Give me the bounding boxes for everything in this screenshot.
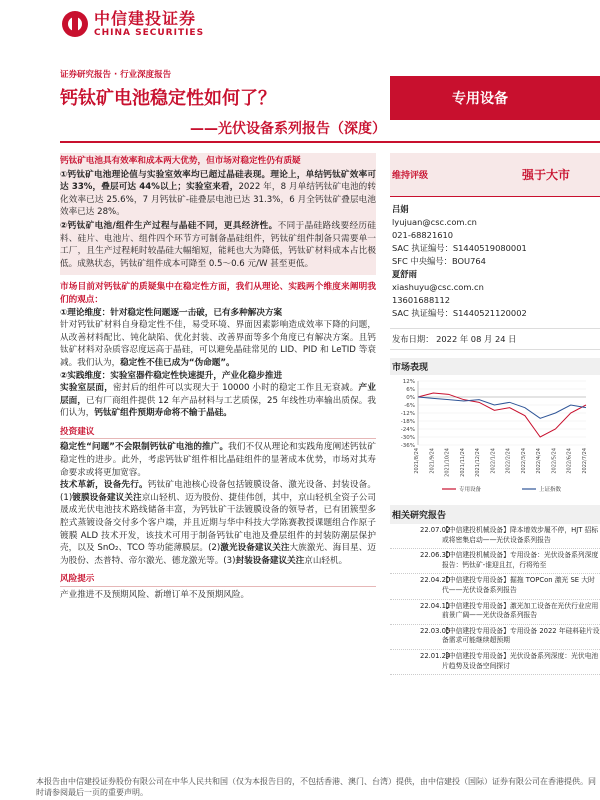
summary-point-1: ①钙钛矿电池理论值与实验室效率均已超过晶硅表现。理论上，单结钙钛矿效率可达 33%，叠层可达 44%以上；实验室来看，2022 年，8 月单结钙钛矿电池的转化效率已达 25.6%，7 月钙钛矿-硅叠层电池已达 31.3%，6 月全钙钛矿叠层电池效率已达 28%。 [60,169,376,218]
brand-en: CHINA SECURITIES [94,28,205,38]
chart-xtick-label: 2022/7/24 [582,448,588,474]
sidebar [390,153,600,675]
page-subtitle: ——光伏设备系列报告（深度） [190,121,386,137]
summary-headline: 钙钛矿电池具有效率和成本两大优势，但市场对稳定性仍有质疑 [60,156,301,166]
analyst-sac: SAC 执证编号：S1440521120002 [392,308,527,318]
page-title: 钙钛矿电池稳定性如何了？ [60,88,276,109]
related-report-item[interactable] [390,600,600,625]
related-report-date: 22.03.05 [420,626,451,635]
theory-body: 针对钙钛矿材料自身稳定性不佳，易受环境、界面因素影响造成效率下降的问题，从改善材料配比、钝化缺陷、优化封装、改善界面等多个角度已有解决方案。且钙钛矿材料对杂质容忍度远高于晶硅，可以避免晶硅常见的 LID、PID 和 LeTID 等衰减。我们认为，稳定性不佳已成为“伪命题”。 [60,320,376,368]
chart-xtick-label: 2022/4/24 [536,448,543,474]
related-report-item[interactable] [390,625,600,650]
market-title: 市场表现 [390,358,600,375]
risk-heading: 风险提示 [60,573,376,587]
related-report-date: 22.04.20 [420,576,451,585]
brand-cn: 中信建投证券 [94,9,197,28]
advice-heading: 投资建议 [60,426,376,440]
header-divider [60,141,600,143]
company-logo [62,10,204,38]
chart-legend-label: 上证指数 [539,487,562,493]
analyst-name: 吕娟 [392,204,409,214]
chart-xtick-label: 2021/12/24 [475,448,482,477]
analyst-info [390,197,600,320]
chart-xtick-label: 2022/6/24 [566,448,573,474]
market-chart-svg [390,375,600,497]
practice-lead: ②实践维度：实验室器件稳定性快速提升，产业化稳步推进 [60,370,283,381]
chart-ytick-label: -6% [404,403,415,409]
related-report-title[interactable]: 【中信建投机械设备】专用设备：光伏设备系列深度报告：钙钛矿-谁迎且扛，行将殆至 [442,551,599,569]
rating-label: 维持评级 [392,171,429,181]
rating-value: 强于大市 [521,168,570,182]
related-report-title[interactable]: 【中信建投专用设备】掘拖 TOPCon 激光 SE 大时代——光伏设备系列报告 [442,576,595,594]
analyst-email[interactable]: lyujuan@csc.com.cn [392,217,477,227]
practice-body: 实验室层面，密封后的组件可以实现大于 10000 小时的稳定工作且无衰减。产业层面，已有厂商组件提供 12 年产品材料与工艺质保，25 年线性功率输出质保。我们认为，钙钛矿组件预期寿命将不输于晶硅。 [60,383,376,419]
chart-ytick-label: -36% [400,443,415,449]
chart-xtick-label: 2022/1/24 [490,448,497,474]
related-report-date: 22.06.30 [420,551,451,560]
summary-point-2: ②钙钛矿电池/组件生产过程与晶硅不同，更具经济性。不同于晶硅路线要经历硅料、硅片、电池片、组件四个环节方可制备晶硅组件，钙钛矿组件制备只需要单一工厂，且生产过程耗时较晶硅大幅缩短，能耗也大为降低，钙钛矿材料成本占比极低。成熟状态，钙钛矿组件成本可降至 0.5～0.6 元/W 甚至更低。 [60,220,376,269]
analyst-name: 夏舒雨 [392,269,417,279]
chart-xtick-label: 2021/8/24 [414,448,420,474]
chart-xtick-label: 2022/5/24 [551,448,558,474]
chart-xtick-label: 2021/10/24 [444,448,451,477]
analyst-phone: 021-68821610 [392,230,454,240]
sector-badge: 专用设备 [390,76,600,120]
equipment-body: 技术革新，设备先行。钙钛矿电池核心设备包括镀膜设备、激光设备、封装设备。(1)镀膜设备建议关注京山轻机、迈为股份、捷佳伟创，其中，京山轻机全资子公司晟成光伏电池技术路线储备丰富，为钙钛矿干法镀膜设备的领导者，已有团簇型多腔式蒸镀设备交付多个客户端，并且近期与华中科技大学陈赛教授课题组合作原子镀膜 ALD 技术开发，该技术可用于制备钙钛矿电池及叠层组件的封装防潮层保护壳，以及 SnO₂、TCO 等功能薄膜层。(2)激光设备建议关注大族激光、海目星、迈为股份、杰普特、帝尔激光、德龙激光等。(3)封装设备建议关注京山轻机。 [60,480,376,566]
chart-ytick-label: 0% [406,395,415,401]
main-content [60,153,376,602]
related-report-item[interactable] [390,549,600,574]
publish-date: 发布日期： 2022 年 08 月 24 日 [390,328,600,350]
related-list [390,524,600,675]
related-report-date: 22.04.11 [420,601,451,610]
analyst-sac: SAC 执证编号：S1440519080001 [392,243,527,253]
summary-box [60,153,376,275]
related-report-date: 22.01.24 [420,651,451,660]
related-report-item[interactable] [390,524,600,549]
related-report-title[interactable]: 【中信建投机械设备】降本增效步履不停，HJT 招标或将密集启动——光伏设备系列报告 [442,526,599,544]
advice-body: 稳定性“问题”不会限制钙钛矿电池的推广。我们不仅从理论和实践角度阐述钙钛矿稳定性的进步。此外，考虑钙钛矿组件相比晶硅组件的显著成本优势，市场对其寿命要求或将更加宽容。 [60,442,376,478]
analyst-sfc: SFC 中央编号：BOU764 [392,256,486,266]
chart-legend-label: 专用设备 [459,487,482,493]
analyst-phone: 13601688112 [392,295,451,305]
related-report-date: 22.07.02 [420,526,451,534]
chart-ytick-label: -18% [400,419,415,425]
chart-xtick-label: 2022/3/24 [520,448,527,474]
logo-icon [62,11,88,37]
related-report-item[interactable] [390,650,600,675]
risk-body: 产业推进不及预期风险、新增订单不及预期风险。 [60,590,250,600]
chart-xtick-label: 2021/9/24 [429,448,436,474]
related-title: 相关研究报告 [390,505,600,524]
related-report-title[interactable]: 【中信建投专用设备】专用设备 2022 年硅料硅片设备需求可能继续超预期 [442,626,600,645]
chart-ytick-label: -12% [400,411,415,417]
chart-ytick-label: -30% [400,435,415,441]
related-report-title[interactable]: 【中信建投专用设备】激光加工设备在光伏行业应用前景广阔——光伏设备系列报告 [442,601,599,620]
views-headline: 市场目前对钙钛矿的质疑集中在稳定性方面，我们从理论、实践两个维度来阐明我们的观点： [60,282,376,305]
chart-ytick-label: 6% [406,387,415,393]
market-chart [390,375,600,497]
theory-lead: ①理论维度：针对稳定性问题逐一击破，已有多种解决方案 [60,307,283,318]
report-type: 证券研究报告 · 行业深度报告 [60,70,172,80]
chart-xtick-label: 2021/11/24 [459,448,466,477]
related-report-title[interactable]: 【中信建投专用设备】光伏设备系列深度：光伏电池片趋势及设备空间探讨 [442,651,599,670]
analyst-email[interactable]: xiashuyu@csc.com.cn [392,282,484,292]
chart-ytick-label: 12% [402,379,415,385]
rating-bar [390,153,600,197]
footer-disclaimer: 本报告由中信建投证券股份有限公司在中华人民共和国（仅为本报告目的，不包括香港、澳门、台湾）提供，由中信建投（国际）证券有限公司在香港提供。同时请参阅最后一页的重要声明。 [36,777,596,797]
chart-xtick-label: 2022/2/24 [505,448,512,474]
chart-ytick-label: -24% [400,427,415,433]
chart-series-line [418,397,586,418]
related-report-item[interactable] [390,574,600,599]
